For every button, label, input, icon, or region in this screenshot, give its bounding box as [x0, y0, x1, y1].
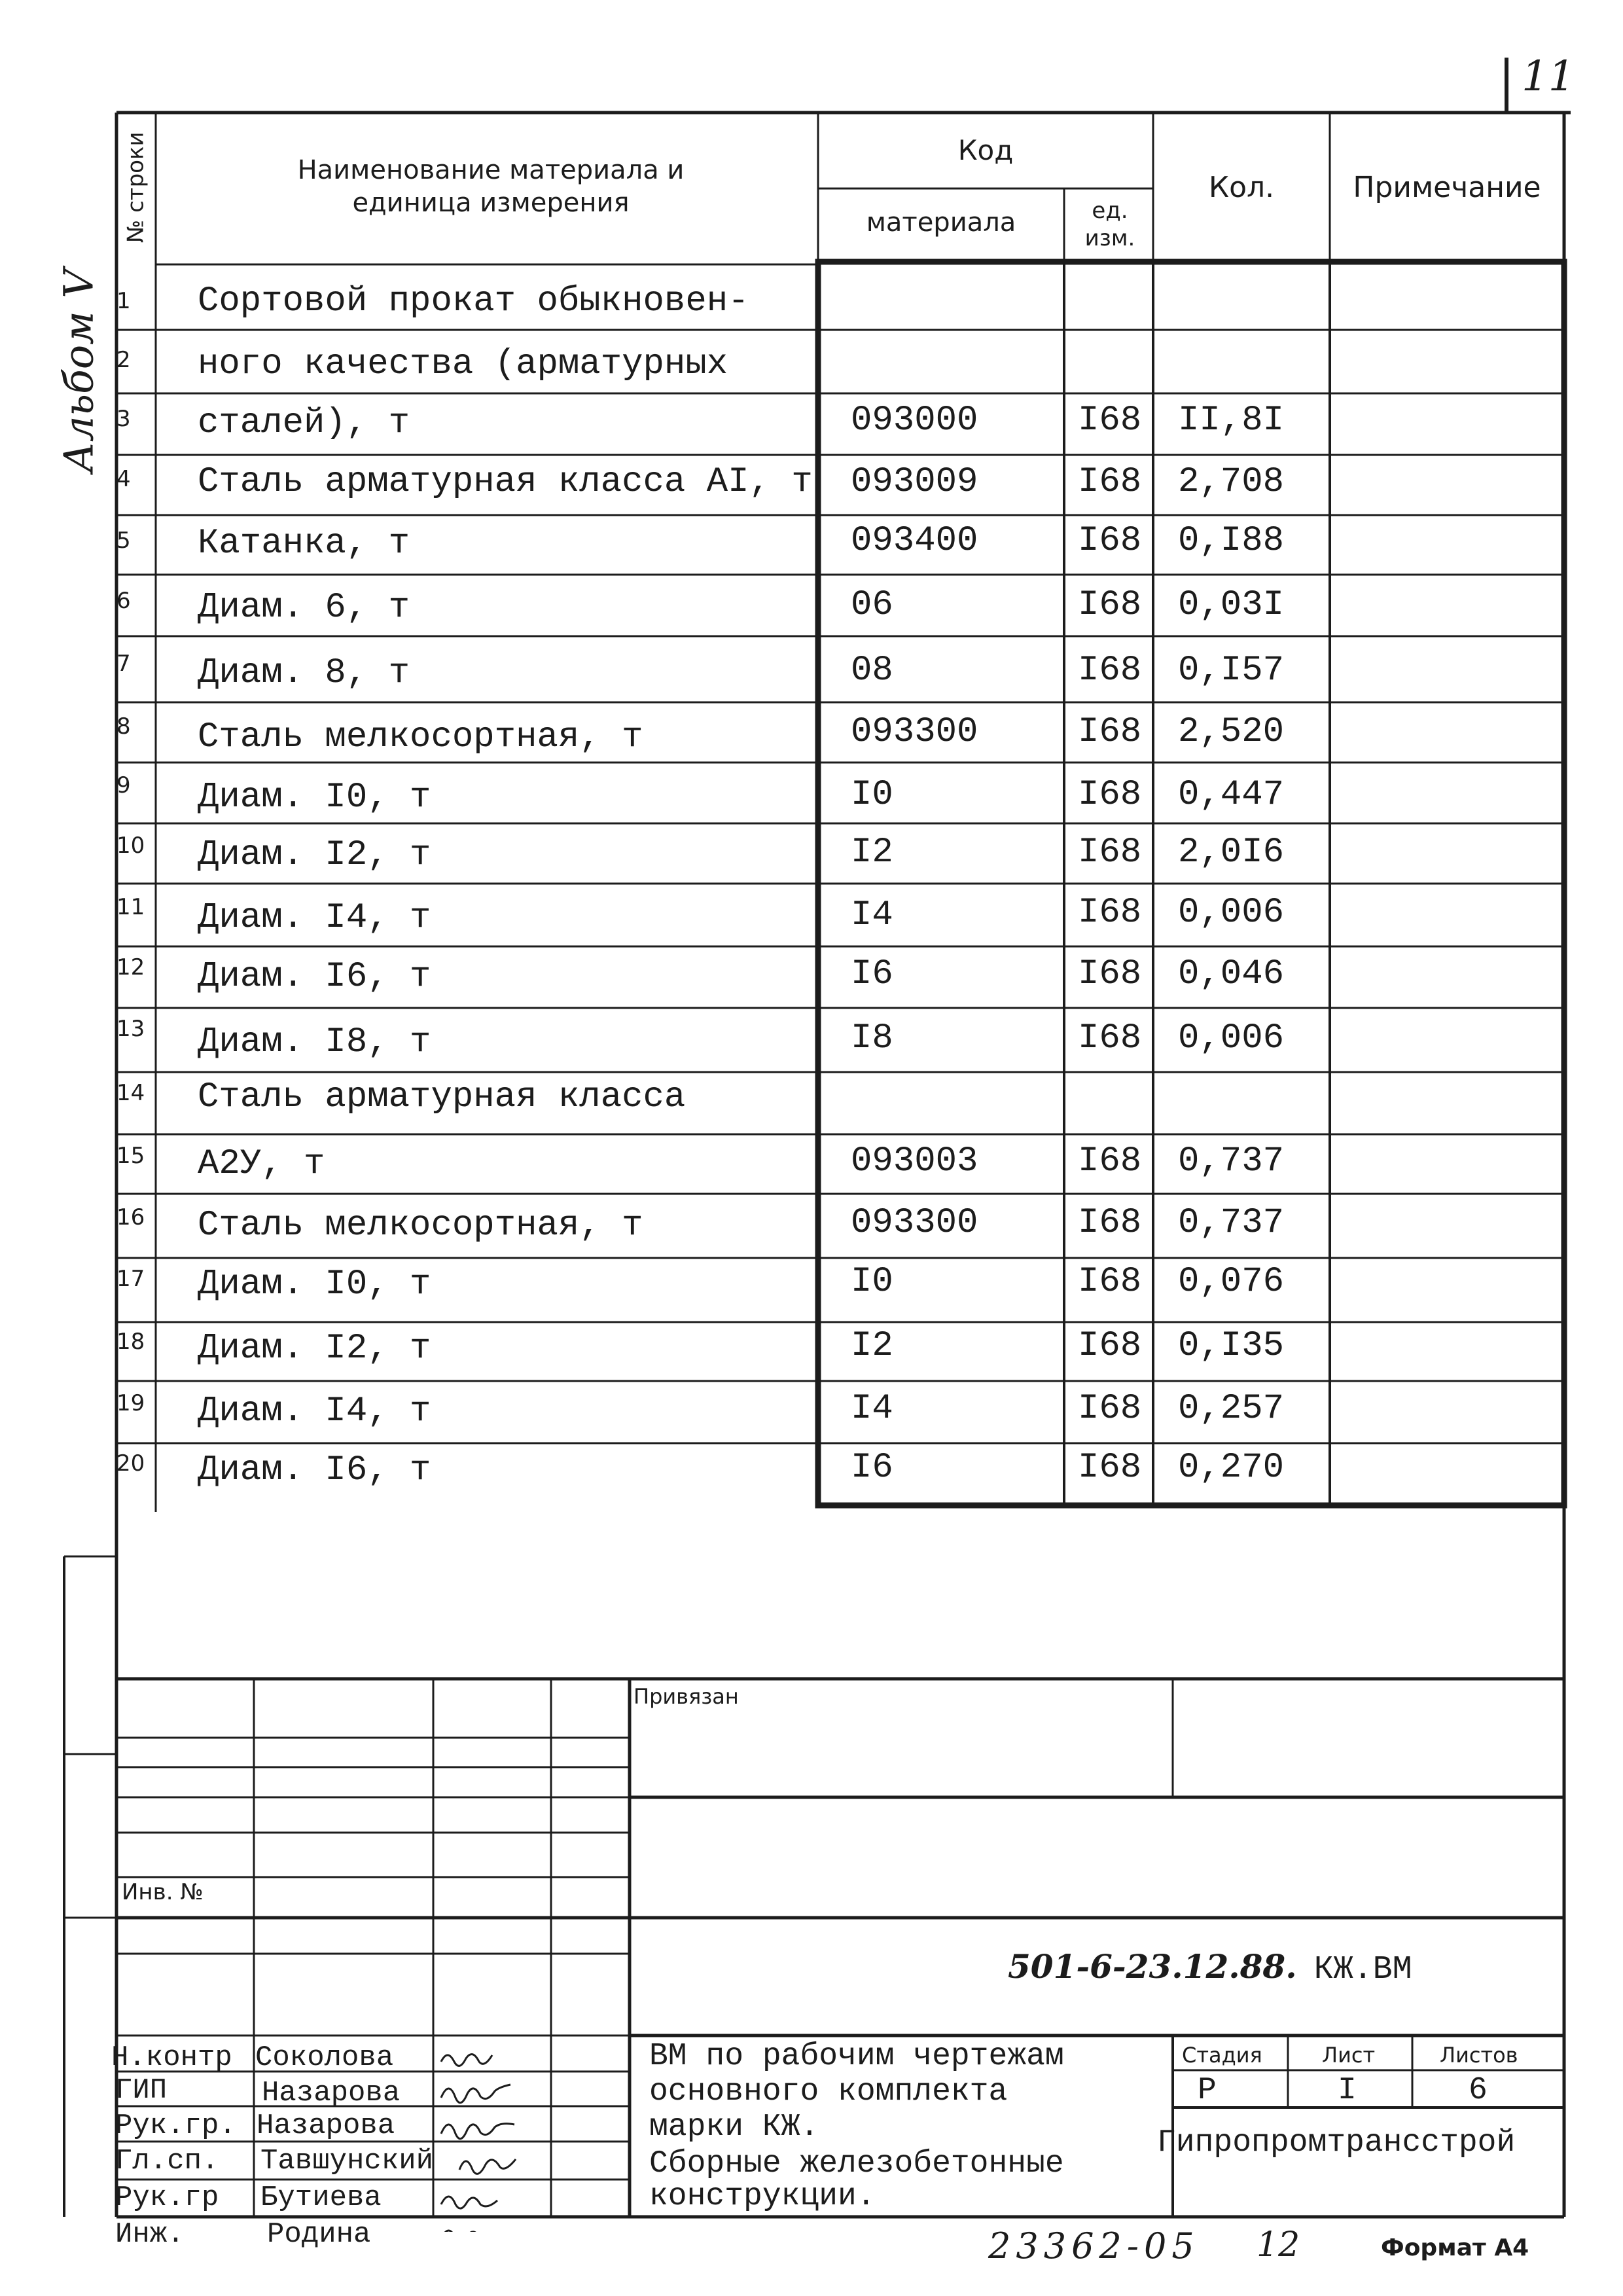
unit-code: I68 — [1078, 1203, 1142, 1243]
quantity: 0,737 — [1178, 1141, 1285, 1181]
privyazan-label: Привязан — [633, 1684, 739, 1709]
quantity: 0,006 — [1178, 1018, 1285, 1058]
row-number: 2 — [116, 347, 131, 373]
material-name: Диам. 8, т — [198, 653, 410, 693]
designation-number: 501-6-23.12.88. — [1008, 1947, 1297, 1986]
sheet-corner-number: 11 — [1522, 52, 1575, 101]
row-number: 16 — [116, 1204, 145, 1230]
unit-code: I68 — [1078, 712, 1142, 752]
stage-value: Р — [1198, 2073, 1217, 2108]
signature-role: ГИП — [115, 2074, 168, 2107]
material-name: Диам. I6, т — [198, 957, 431, 997]
material-name: Сталь арматурная класса АI, т — [198, 462, 813, 502]
quantity: 2,0I6 — [1178, 833, 1285, 872]
title-line: марки КЖ. — [649, 2109, 819, 2145]
unit-code: I68 — [1078, 893, 1142, 933]
quantity: 0,447 — [1178, 775, 1285, 815]
material-code: I4 — [851, 895, 893, 935]
header-code: Код — [957, 134, 1014, 166]
unit-code: I68 — [1078, 954, 1142, 994]
header-code-material: материала — [866, 207, 1016, 238]
material-code: I0 — [851, 775, 893, 815]
footer-doc-number: 23362-05 — [988, 2225, 1200, 2267]
row-number: 3 — [116, 406, 131, 432]
material-name: Диам. I2, т — [198, 1329, 431, 1369]
row-number: 5 — [116, 528, 131, 554]
material-code: I2 — [851, 833, 893, 872]
material-name: сталей), т — [198, 403, 410, 443]
unit-code: I68 — [1078, 1018, 1142, 1058]
material-code: I0 — [851, 1262, 893, 1302]
signature-name: Назарова — [262, 2077, 401, 2109]
row-number: 6 — [116, 588, 131, 614]
header-quantity: Кол. — [1208, 170, 1275, 204]
sheet-label: Лист — [1322, 2043, 1376, 2068]
quantity: 0,I88 — [1178, 521, 1285, 561]
sheets-value: 6 — [1469, 2073, 1488, 2108]
unit-code: I68 — [1078, 585, 1142, 625]
signature-name: Бутиева — [260, 2181, 382, 2214]
material-name: Диам. I8, т — [198, 1022, 431, 1062]
title-line: Сборные железобетонные — [649, 2146, 1064, 2181]
signature-role: Инж. — [115, 2218, 185, 2251]
unit-code: I68 — [1078, 401, 1142, 440]
material-name: Диам. 6, т — [198, 588, 410, 628]
material-code: 093300 — [851, 1203, 978, 1243]
quantity: 0,03I — [1178, 585, 1285, 625]
title-line: конструкции. — [649, 2179, 876, 2214]
signature-name: Родина — [267, 2218, 371, 2251]
material-name: Диам. I0, т — [198, 1265, 431, 1304]
material-code: 06 — [851, 585, 893, 625]
unit-code: I68 — [1078, 833, 1142, 872]
row-number: 10 — [116, 833, 145, 859]
header-note: Примечание — [1353, 170, 1541, 204]
material-name: ного качества (арматурных — [198, 344, 728, 384]
quantity: 0,257 — [1178, 1389, 1285, 1429]
sheets-label: Листов — [1440, 2043, 1518, 2068]
document-designation — [1008, 1947, 1412, 1988]
quantity: 0,270 — [1178, 1448, 1285, 1488]
material-code: I2 — [851, 1326, 893, 1366]
material-code: 093400 — [851, 521, 978, 561]
material-name: Сталь арматурная класса — [198, 1077, 686, 1117]
row-number: 11 — [116, 894, 145, 920]
header-row-number-text: № строки — [122, 132, 149, 243]
quantity: 2,708 — [1178, 462, 1285, 502]
row-number: 9 — [116, 772, 131, 798]
stage-label: Стадия — [1182, 2043, 1262, 2068]
material-name: Катанка, т — [198, 524, 410, 564]
material-code: 093000 — [851, 401, 978, 440]
unit-code: I68 — [1078, 1141, 1142, 1181]
signature-name: Назарова — [257, 2109, 395, 2142]
row-number: 4 — [116, 466, 131, 492]
quantity: 0,076 — [1178, 1262, 1285, 1302]
row-number: 15 — [116, 1143, 145, 1169]
material-name: Диам. I0, т — [198, 778, 431, 817]
unit-code: I68 — [1078, 521, 1142, 561]
material-name: Диам. I4, т — [198, 898, 431, 938]
quantity: 0,737 — [1178, 1203, 1285, 1243]
header-code-unit: ед. изм. — [1084, 197, 1135, 251]
row-number: 8 — [116, 713, 131, 740]
title-line: ВМ по рабочим чертежам — [649, 2039, 1064, 2074]
sheet-value: I — [1338, 2073, 1357, 2108]
material-code: I8 — [851, 1018, 893, 1058]
handwritten-signatures — [433, 2036, 564, 2232]
unit-code: I68 — [1078, 1448, 1142, 1488]
material-code: 093009 — [851, 462, 978, 502]
row-number: 17 — [116, 1266, 145, 1292]
quantity: 0,I57 — [1178, 651, 1285, 691]
material-code: 093003 — [851, 1141, 978, 1181]
footer-format: Формат А4 — [1381, 2234, 1529, 2261]
row-number: 14 — [116, 1080, 145, 1106]
material-name: Сортовой прокат обыкновен- — [198, 281, 749, 321]
unit-code: I68 — [1078, 1389, 1142, 1429]
material-name: Диам. I2, т — [198, 835, 431, 875]
title-line: основного комплекта — [649, 2074, 1008, 2109]
signature-role: Рук.гр. — [115, 2109, 236, 2142]
unit-code: I68 — [1078, 1326, 1142, 1366]
quantity: 2,520 — [1178, 712, 1285, 752]
quantity: 0,046 — [1178, 954, 1285, 994]
material-name: Диам. I4, т — [198, 1391, 431, 1431]
material-name: Сталь мелкосортная, т — [198, 1206, 643, 1246]
row-number: 1 — [116, 288, 131, 314]
row-number: 12 — [116, 954, 145, 980]
signature-role: Гл.сп. — [115, 2145, 219, 2178]
signature-role: Рук.гр — [115, 2181, 219, 2214]
signature-name: Соколова — [255, 2041, 394, 2074]
row-number: 13 — [116, 1016, 145, 1042]
material-code: I4 — [851, 1389, 893, 1429]
material-name: Диам. I6, т — [198, 1450, 431, 1490]
quantity: 0,I35 — [1178, 1326, 1285, 1366]
signature-name: Тавшунский — [260, 2145, 434, 2178]
quantity: 0,006 — [1178, 893, 1285, 933]
unit-code: I68 — [1078, 775, 1142, 815]
quantity: II,8I — [1178, 401, 1285, 440]
row-number: 7 — [116, 651, 131, 677]
material-code: I6 — [851, 1448, 893, 1488]
material-code: 08 — [851, 651, 893, 691]
organization-name: Гипропромтрансстрой — [1157, 2125, 1516, 2161]
header-material-name: Наименование материала и единица измерения — [297, 155, 685, 218]
header-row-number — [116, 113, 156, 262]
footer-page-number: 12 — [1257, 2225, 1300, 2265]
row-number: 18 — [116, 1329, 145, 1355]
row-number: 20 — [116, 1450, 145, 1477]
album-side-label: Альбом V — [54, 268, 103, 473]
unit-code: I68 — [1078, 462, 1142, 502]
row-number: 19 — [116, 1390, 145, 1416]
material-code: I6 — [851, 954, 893, 994]
signature-role: Н.контр — [111, 2041, 232, 2074]
inventory-number-label: Инв. № — [122, 1879, 204, 1905]
unit-code: I68 — [1078, 1262, 1142, 1302]
unit-code: I68 — [1078, 651, 1142, 691]
material-name: А2У, т — [198, 1144, 325, 1184]
designation-code: КЖ.ВМ — [1313, 1951, 1412, 1988]
material-name: Сталь мелкосортная, т — [198, 717, 643, 757]
material-code: 093300 — [851, 712, 978, 752]
